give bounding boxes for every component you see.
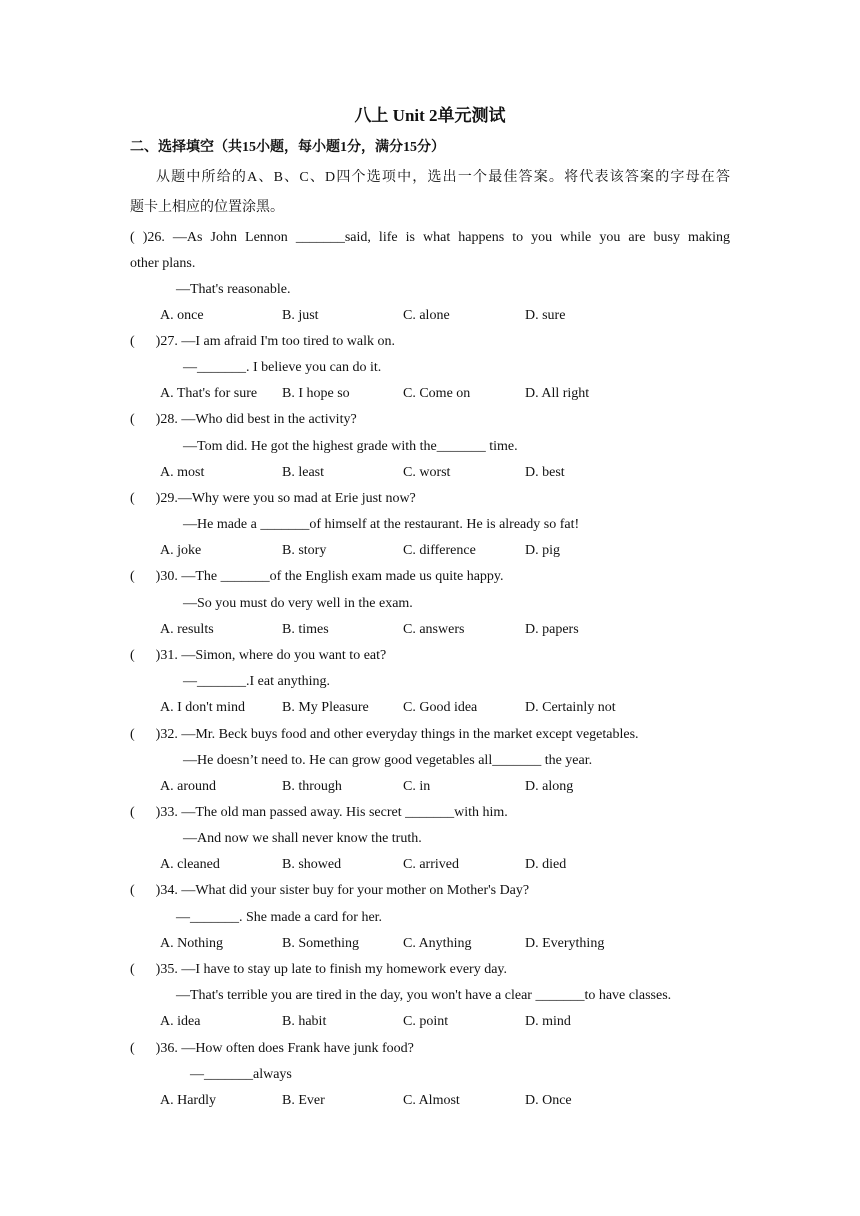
instructions-line-1: 从题中所给的A、B、C、D四个选项中，选出一个最佳答案。将代表该答案的字母在答 [156,170,730,185]
question-stem: ( )28. —Who did best in the activity? [130,412,357,427]
answer-option-a: A. once [160,308,204,323]
instructions-line-2: 题卡上相应的位置涂黑。 [130,200,284,215]
answer-option-a: A. That's for sure [160,386,258,401]
answer-option-c: C. worst [403,465,451,480]
answer-option-c: C. alone [403,308,450,323]
answer-option-d: D. sure [525,308,566,323]
answer-option-a: A. cleaned [160,857,220,872]
answer-option-d: D. Once [525,1093,572,1108]
question-line: —_______always [190,1067,292,1082]
answer-option-a: A. Hardly [160,1093,216,1108]
answer-option-c: C. difference [403,543,476,558]
question-stem: ( )27. —I am afraid I'm too tired to walk on. [130,334,395,349]
answer-option-b: B. through [282,779,342,794]
answer-option-c: C. Good idea [403,700,478,715]
answer-option-b: B. times [282,622,329,637]
answer-option-c: C. Almost [403,1093,460,1108]
question-line: —So you must do very well in the exam. [183,596,413,611]
question-line: —He doesn’t need to. He can grow good vegetables all_______ the year. [183,753,593,768]
answer-option-d: D. All right [525,386,590,401]
answer-option-a: A. Nothing [160,936,223,951]
answer-option-a: A. around [160,779,216,794]
answer-option-a: A. most [160,465,205,480]
answer-option-d: D. mind [525,1014,571,1029]
question-line: —He made a _______of himself at the restaurant. He is already so fat! [183,517,580,532]
question-line: —_______. I believe you can do it. [183,360,382,375]
question-line: —And now we shall never know the truth. [183,831,422,846]
answer-option-a: A. I don't mind [160,700,245,715]
answer-option-b: B. habit [282,1014,327,1029]
section-heading: 二、选择填空（共15小题，每小题1分，满分15分） [130,140,445,155]
page-title: 八上 Unit 2单元测试 [354,106,506,125]
answer-option-d: D. best [525,465,565,480]
answer-option-d: D. pig [525,543,560,558]
answer-option-b: B. just [282,308,319,323]
question-line: —That's reasonable. [176,282,291,297]
question-line: —That's terrible you are tired in the day, you won't have a clear _______to have classes. [176,988,672,1003]
question-stem: ( )26. —As John Lennon _______said, life is what happens to you while you are busy making [130,230,730,245]
answer-option-d: D. died [525,857,567,872]
question-stem: ( )35. —I have to stay up late to finish my homework every day. [130,962,508,977]
question-stem: ( )34. —What did your sister buy for your mother on Mother's Day? [130,883,530,898]
answer-option-b: B. Something [282,936,360,951]
answer-option-d: D. Certainly not [525,700,616,715]
answer-option-c: C. answers [403,622,465,637]
question-line: other plans. [130,256,196,271]
answer-option-a: A. idea [160,1014,201,1029]
answer-option-c: C. point [403,1014,449,1029]
answer-option-c: C. arrived [403,857,459,872]
answer-option-b: B. story [282,543,327,558]
question-stem: ( )36. —How often does Frank have junk food? [130,1041,414,1056]
question-line: —_______. She made a card for her. [176,910,383,925]
answer-option-c: C. Come on [403,386,471,401]
question-stem: ( )32. —Mr. Beck buys food and other everyday things in the market except vegetables. [130,727,639,742]
answer-option-a: A. results [160,622,214,637]
answer-option-b: B. showed [282,857,342,872]
answer-option-d: D. Everything [525,936,605,951]
answer-option-b: B. least [282,465,324,480]
question-stem: ( )31. —Simon, where do you want to eat? [130,648,387,663]
answer-option-d: D. papers [525,622,579,637]
answer-option-b: B. I hope so [282,386,350,401]
question-stem: ( )29.—Why were you so mad at Erie just now? [130,491,416,506]
answer-option-b: B. My Pleasure [282,700,369,715]
answer-option-c: C. Anything [403,936,472,951]
question-line: —_______.I eat anything. [183,674,330,689]
question-line: —Tom did. He got the highest grade with the_______ time. [183,439,518,454]
question-stem: ( )33. —The old man passed away. His secret _______with him. [130,805,508,820]
answer-option-b: B. Ever [282,1093,325,1108]
answer-option-c: C. in [403,779,431,794]
question-stem: ( )30. —The _______of the English exam made us quite happy. [130,569,504,584]
answer-option-d: D. along [525,779,574,794]
answer-option-a: A. joke [160,543,202,558]
